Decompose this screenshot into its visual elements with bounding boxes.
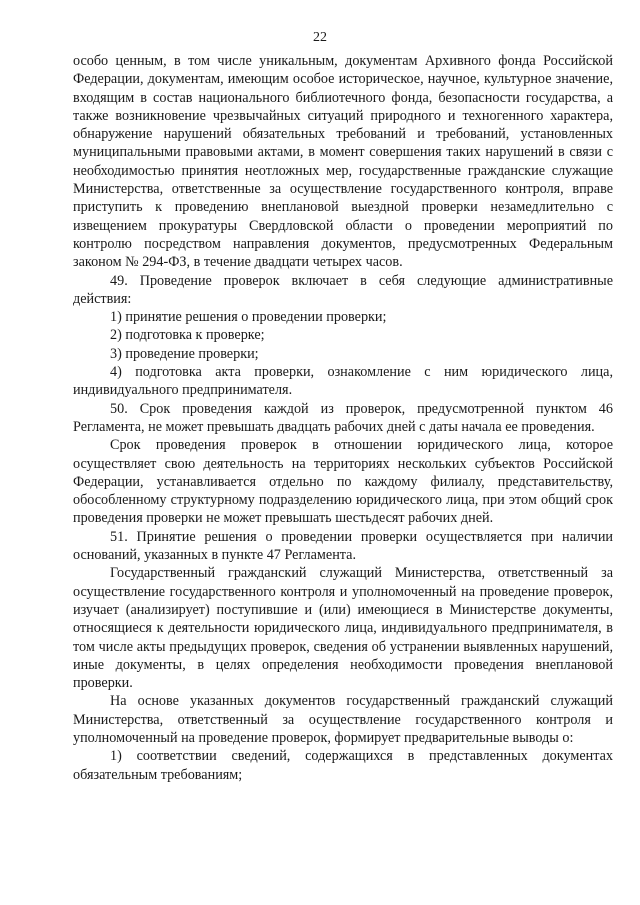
paragraph: Государственный гражданский служащий Министерства, ответственный за осуществление государственного контроля и уполномоченный на проведение проверок, изучает (анализирует) поступившие и (или) имеющиеся в Министерстве документы, относящиеся к деятельности юридического лица, индивидуального предпринимателя, в том числе акты предыдущих проверок, сведения об устранении выявленных нарушений, иные документы, в целях определения необходимости проведения внеплановой проверки. — [73, 565, 613, 692]
paragraph: Срок проведения проверок в отношении юридического лица, которое осуществляет свою деятельность на территориях нескольких субъектов Российской Федерации, устанавливается отдельно по каждому филиалу, представительству, обособленному структурному подразделению юридического лица, при этом общий срок проведения проверки не может превышать шестьдесят рабочих дней. — [73, 437, 613, 527]
document-body — [73, 52, 613, 784]
paragraph-clause-50: 50. Срок проведения каждой из проверок, предусмотренной пунктом 46 Регламента, не может превышать двадцать рабочих дней с даты начала ее проведения. — [73, 400, 613, 435]
page-number: 22 — [313, 30, 327, 45]
paragraph: На основе указанных документов государственный гражданский служащий Министерства, ответственный за осуществление государственного контроля и уполномоченный на проведение проверок, формирует предварительные выводы о: — [73, 693, 613, 746]
list-item: 2) подготовка к проверке; — [110, 327, 265, 344]
list-item: 3) проведение проверки; — [110, 345, 259, 362]
paragraph-clause-51: 51. Принятие решения о проведении проверки осуществляется при наличии оснований, указанных в пункте 47 Регламента. — [73, 528, 613, 564]
paragraph-clause-49: 49. Проведение проверок включает в себя следующие административные действия: — [73, 272, 613, 307]
paragraph-continuation: особо ценным, в том числе уникальным, документам Архивного фонда Российской Федерации, документам, имеющим особое историческое, научное, культурное значение, входящим в состав национального библиотечного фонда, безопасности государства, а также возникновение чрезвычайных ситуаций природного и техногенного характера, обнаружение нарушений обязательных требований и требований, установленных муниципальными правовыми актами, в момент совершения таких нарушений в связи с необходимостью принятия неотложных мер, государственные гражданские служащие Министерства, ответственные за осуществление государственного контроля, вправе приступить к проведению внеплановой выездной проверки незамедлительно с извещением прокуратуры Свердловской области о проведении мероприятий по контролю посредством направления документов, предусмотренных Федеральным законом № 294-ФЗ, в течение двадцати четырех часов. — [73, 53, 613, 271]
list-item: 4) подготовка акта проверки, ознакомление с ним юридического лица, индивидуального предпринимателя. — [73, 364, 613, 399]
list-item: 1) соответствии сведений, содержащихся в представленных документах обязательным требованиям; — [73, 748, 613, 783]
list-item: 1) принятие решения о проведении проверки; — [110, 309, 387, 326]
